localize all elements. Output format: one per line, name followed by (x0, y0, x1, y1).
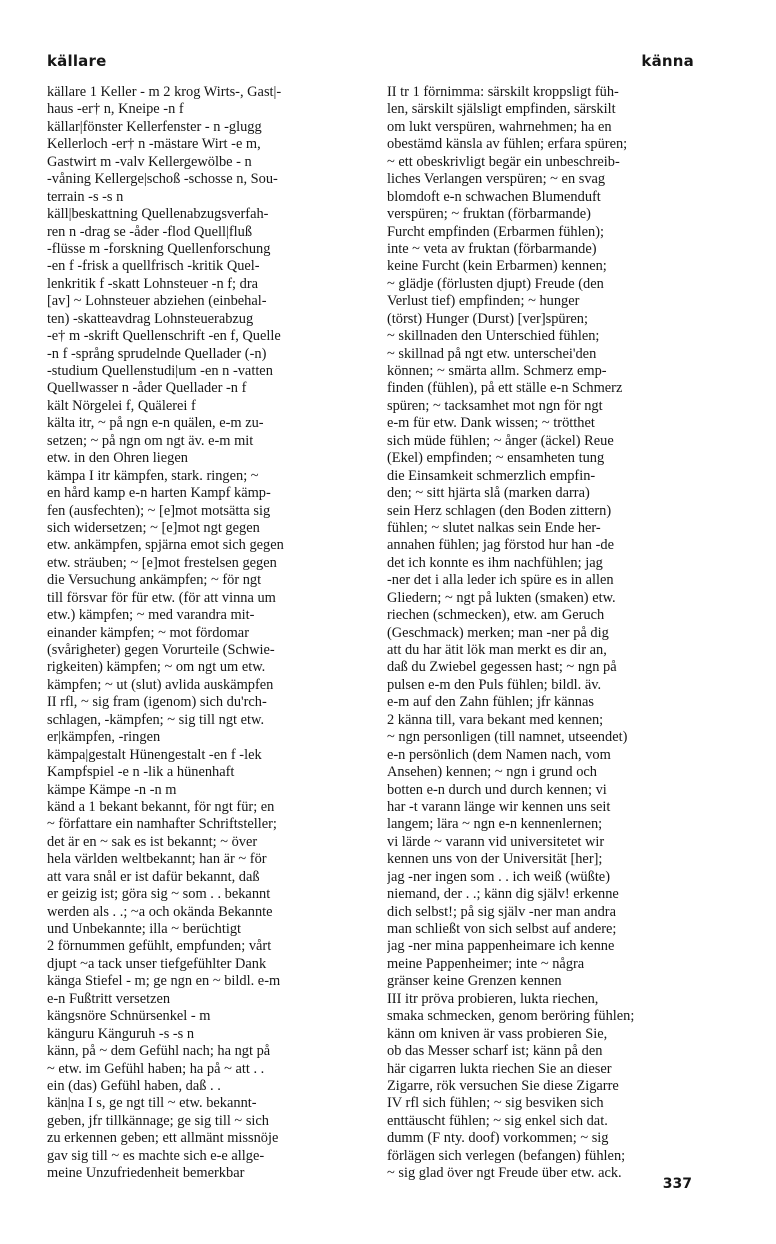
dictionary-line: etw. ankämpfen, spjärna emot sich gegen (47, 537, 284, 554)
dictionary-line: II rfl, ~ sig fram (igenom) sich du'rch- (47, 694, 267, 711)
dictionary-line: kennen uns von der Universität [her]; (387, 851, 603, 868)
dictionary-line: -flüsse m -forskning Quellenforschung (47, 240, 271, 257)
dictionary-line: förlägen sich verlegen (befangen) fühlen; (387, 1147, 626, 1164)
dictionary-line: (Ekel) empfinden; ~ ensamheten tung (387, 450, 605, 467)
dictionary-line: -n f -språng sprudelnde Quellader (-n) (47, 345, 267, 362)
dictionary-line: inte ~ veta av fruktan (förbarmande) (387, 240, 597, 257)
dictionary-line: ein (das) Gefühl haben, daß . . (47, 1077, 221, 1094)
dictionary-line: e-n persönlich (dem Namen nach, vom (387, 746, 611, 763)
dictionary-line: sein Herz schlagen (den Boden zittern) (387, 502, 612, 519)
dictionary-line: ~ glädje (förlusten djupt) Freude (den (387, 275, 604, 292)
dictionary-line: IV rfl sich fühlen; ~ sig besviken sich (387, 1095, 604, 1112)
dictionary-line: Kampfspiel -e n -lik a hünenhaft (47, 764, 235, 781)
dictionary-line: känguru Känguruh -s -s n (47, 1025, 195, 1042)
dictionary-line: det är en ~ sak es ist bekannt; ~ över (47, 833, 258, 850)
left-column (47, 84, 363, 1183)
dictionary-line: die Versuchung ankämpfen; ~ för ngt (47, 572, 262, 589)
dictionary-line: rigkeiten) kämpfen; ~ om ngt um etw. (47, 659, 266, 676)
dictionary-line: till försvar för für etw. (för att vinna um (47, 589, 276, 606)
dictionary-line: man schließt von sich selbst auf andere; (387, 921, 617, 937)
dictionary-line: ~ ett obeskrivligt begär ein unbeschreib- (387, 153, 620, 170)
dictionary-line: kän|na I s, ge ngt till ~ etw. bekannt- (47, 1095, 257, 1112)
dictionary-line: kämpe Kämpe -n -n m (47, 781, 177, 798)
dictionary-line: setzen; ~ på ngn om ngt äv. e-m mit (47, 432, 254, 449)
dictionary-line: (törst) Hunger (Durst) [ver]spüren; (387, 310, 589, 327)
dictionary-line: Zigarre, rök versuchen Sie diese Zigarre (387, 1077, 619, 1094)
dictionary-line: smaka schmecken, genom beröring fühlen; (387, 1008, 635, 1025)
dictionary-line: können; ~ smärta allm. Schmerz emp- (387, 363, 607, 379)
dictionary-line: känn, på ~ dem Gefühl nach; ha ngt på (47, 1043, 271, 1060)
dictionary-line: botten e-n durch und durch kennen; vi (387, 781, 607, 798)
dictionary-line: -ner det i alla leder ich spüre es in allen (387, 572, 614, 589)
dictionary-line: einander kämpfen; ~ mot fördomar (47, 624, 249, 641)
dictionary-line: fühlen; ~ slutet nalkas sein Ende her- (387, 519, 601, 536)
dictionary-line: vi lärde ~ varann vid universitetet wir (387, 833, 605, 850)
dictionary-line: etw. sträuben; ~ [e]mot frestelsen gegen (47, 554, 277, 571)
dictionary-line: känga Stiefel - m; ge ngn en ~ bildl. e-m (47, 973, 281, 990)
dictionary-line: die Einsamkeit schmerzlich empfin- (387, 467, 596, 484)
dictionary-line: att vara snål er ist dafür bekannt, daß (47, 868, 260, 885)
dictionary-line: känd a 1 bekant bekannt, för ngt für; en (47, 798, 275, 815)
dictionary-line: blomdoft e-n schwachen Blumenduft (387, 188, 601, 205)
dictionary-line: jag -ner ingen som . . ich weiß (wüßte) (387, 868, 610, 885)
dictionary-line: ~ författare ein namhafter Schriftsteller; (47, 816, 277, 833)
dictionary-line: kängsnöre Schnürsenkel - m (47, 1008, 211, 1025)
dictionary-line: finden (fühlen), på ett ställe e-n Schmerz (387, 380, 623, 397)
dictionary-line: enttäuscht fühlen; ~ sig enkel sich dat. (387, 1112, 608, 1129)
dictionary-line: om lukt verspüren, wahrnehmen; ha en (387, 118, 612, 135)
dictionary-line: ~ skillnad på ngt etw. unterschei'den (387, 345, 597, 362)
dictionary-line: e-m auf den Zahn fühlen; jfr kännas (387, 694, 594, 711)
dictionary-line: haus -er† n, Kneipe -n f (47, 101, 184, 118)
dictionary-line: att du har ätit lök man merkt es dir an, (387, 642, 607, 658)
dictionary-line: källare 1 Keller - m 2 krog Wirts-, Gast|- (47, 84, 282, 100)
dictionary-line: det ich konnte es ihm nachfühlen; jag (387, 554, 603, 571)
dictionary-line: 2 känna till, vara bekant med kennen; (387, 711, 604, 728)
dictionary-line: werden als . .; ~a och okända Bekannte (47, 903, 273, 920)
dictionary-line: jag -ner mina pappenheimare ich kenne (387, 938, 615, 955)
dictionary-line: ten) -skatteavdrag Lohnsteuerabzug (47, 310, 254, 327)
dictionary-line: hela världen weltbekannt; han är ~ för (47, 851, 267, 868)
dictionary-line: (svårigheter) gegen Vorurteile (Schwie- (47, 642, 275, 658)
dictionary-line: schlagen, -kämpfen; ~ sig till ngt etw. (47, 711, 265, 728)
dictionary-line: -e† m -skrift Quellenschrift -en f, Quelle (47, 328, 281, 345)
dictionary-line: obestämd känsla av fühlen; erfara spüren; (387, 136, 628, 153)
dictionary-line: (Geschmack) merken; man -ner på dig (387, 624, 609, 641)
dictionary-line: Quellwasser n -åder Quellader -n f (47, 380, 247, 397)
dictionary-line: sich müde fühlen; ~ ånger (äckel) Reue (387, 432, 614, 449)
dictionary-line: ~ skillnaden den Unterschied fühlen; (387, 328, 600, 345)
right-guide-word: känna (641, 52, 694, 70)
dictionary-line: terrain -s -s n (47, 188, 124, 205)
dictionary-line: langem; lära ~ ngn e-n kennenlernen; (387, 816, 603, 833)
dictionary-line: ~ ngn personligen (till namnet, utseendet) (387, 729, 628, 746)
dictionary-line: kämpa|gestalt Hünengestalt -en f -lek (47, 746, 262, 763)
dictionary-line: lenkritik f -skatt Lohnsteuer -n f; dra (47, 275, 258, 292)
dictionary-line: etw. in den Ohren liegen (47, 450, 188, 467)
dictionary-line: dumm (F nty. doof) vorkommen; ~ sig (387, 1130, 609, 1147)
dictionary-line: verspüren; ~ fruktan (förbarmande) (387, 206, 591, 223)
dictionary-line: spüren; ~ tacksamhet mot ngn för ngt (387, 397, 603, 414)
dictionary-line: keine Furcht (kein Erbarmen) kennen; (387, 258, 607, 275)
dictionary-line: ob das Messer scharf ist; känn på den (387, 1043, 603, 1060)
dictionary-line: Furcht empfinden (Erbarmen fühlen); (387, 223, 604, 240)
dictionary-line: fen (ausfechten); ~ [e]mot motsätta sig (47, 502, 271, 519)
dictionary-line: ~ etw. im Gefühl haben; ha på ~ att . . (47, 1060, 265, 1077)
right-column (387, 84, 695, 1183)
dictionary-line: den; ~ sitt hjärta slå (marken darra) (387, 485, 590, 502)
dictionary-line: -en f -frisk a quellfrisch -kritik Quel- (47, 258, 260, 275)
dictionary-line: [av] ~ Lohnsteuer abziehen (einbehal- (47, 293, 267, 310)
dictionary-line: kält Nörgelei f, Quälerei f (47, 397, 196, 414)
dictionary-line: känn om kniven är vass probieren Sie, (387, 1025, 608, 1042)
dictionary-line: kälta itr, ~ på ngn e-n quälen, e-m zu- (47, 415, 264, 432)
dictionary-line: Ansehen) kennen; ~ ngn i grund och (387, 764, 598, 781)
dictionary-line: zu erkennen geben; ett allmänt missnöje (47, 1130, 279, 1147)
dictionary-line: er geizig ist; göra sig ~ som . . bekannt (47, 886, 271, 903)
dictionary-line: gav sig till ~ es machte sich e-e allge- (47, 1147, 265, 1164)
dictionary-line: Gliedern; ~ ngt på lukten (smaken) etw. (387, 589, 616, 606)
dictionary-line: etw.) kämpfen; ~ med varandra mit- (47, 607, 255, 624)
dictionary-line: källar|fönster Kellerfenster - n -glugg (47, 118, 262, 135)
dictionary-line: II tr 1 förnimma: särskilt kroppsligt füh- (387, 84, 619, 100)
dictionary-line: här cigarren lukta riechen Sie an dieser (387, 1060, 612, 1077)
dictionary-line: dich selbst!; på sig själv -ner man andra (387, 903, 616, 920)
dictionary-line: pulsen e-m den Puls fühlen; bildl. äv. (387, 676, 602, 693)
dictionary-line: III itr pröva probieren, lukta riechen, (387, 990, 599, 1007)
dictionary-line: und Unbekannte; illa ~ berüchtigt (47, 921, 242, 937)
page-number: 337 (662, 1176, 692, 1192)
dictionary-line: ren n -drag se -åder -flod Quell|fluß (47, 223, 253, 240)
page-header (0, 52, 776, 76)
dictionary-line: er|kämpfen, -ringen (47, 729, 161, 746)
dictionary-line: gränser keine Grenzen kennen (387, 973, 562, 990)
dictionary-line: annahen fühlen; jag förstod hur han -de (387, 537, 614, 554)
dictionary-line: 2 förnummen gefühlt, empfunden; vårt (47, 938, 272, 955)
dictionary-line: Gastwirt m -valv Kellergewölbe - n (47, 153, 252, 170)
dictionary-line: len, särskilt själsligt empfinden, särskilt (387, 101, 616, 118)
dictionary-line: geben, jfr tillkännage; ge sig till ~ sich (47, 1112, 269, 1129)
dictionary-line: daß du Zwiebel gegessen hast; ~ ngn på (387, 659, 617, 676)
dictionary-line: niemand, der . .; känn dig själv! erkenne (387, 886, 619, 903)
dictionary-line: käll|beskattning Quellenabzugsverfah- (47, 206, 269, 223)
left-guide-word: källare (47, 52, 107, 70)
dictionary-line: e-m für etw. Dank wissen; ~ trötthet (387, 415, 595, 432)
dictionary-line: meine Unzufriedenheit bemerkbar (47, 1165, 245, 1182)
dictionary-line: sich widersetzen; ~ [e]mot ngt gegen (47, 519, 260, 536)
dictionary-line: riechen (schmecken), etw. am Geruch (387, 607, 605, 624)
dictionary-line: har -t varann länge wir kennen uns seit (387, 798, 611, 815)
dictionary-line: e-n Fußtritt versetzen (47, 990, 171, 1007)
dictionary-line: Kellerloch -er† n -mästare Wirt -e m, (47, 136, 261, 153)
dictionary-line: kämpa I itr kämpfen, stark. ringen; ~ (47, 467, 259, 484)
dictionary-line: -studium Quellenstudi|um -en n -vatten (47, 363, 273, 379)
dictionary-line: djupt ~a tack unser tiefgefühlter Dank (47, 955, 267, 972)
dictionary-line: Verlust tief) empfinden; ~ hunger (387, 293, 580, 310)
dictionary-line: liches Verlangen verspüren; ~ en svag (387, 171, 606, 188)
dictionary-line: meine Pappenheimer; inte ~ några (387, 955, 585, 972)
dictionary-line: ~ sig glad över ngt Freude über etw. ack. (387, 1165, 622, 1182)
dictionary-line: kämpfen; ~ ut (slut) avlida auskämpfen (47, 676, 274, 693)
dictionary-line: en hård kamp e-n harten Kampf kämp- (47, 485, 271, 502)
dictionary-line: -våning Kellerge|schoß -schosse n, Sou- (47, 171, 278, 188)
